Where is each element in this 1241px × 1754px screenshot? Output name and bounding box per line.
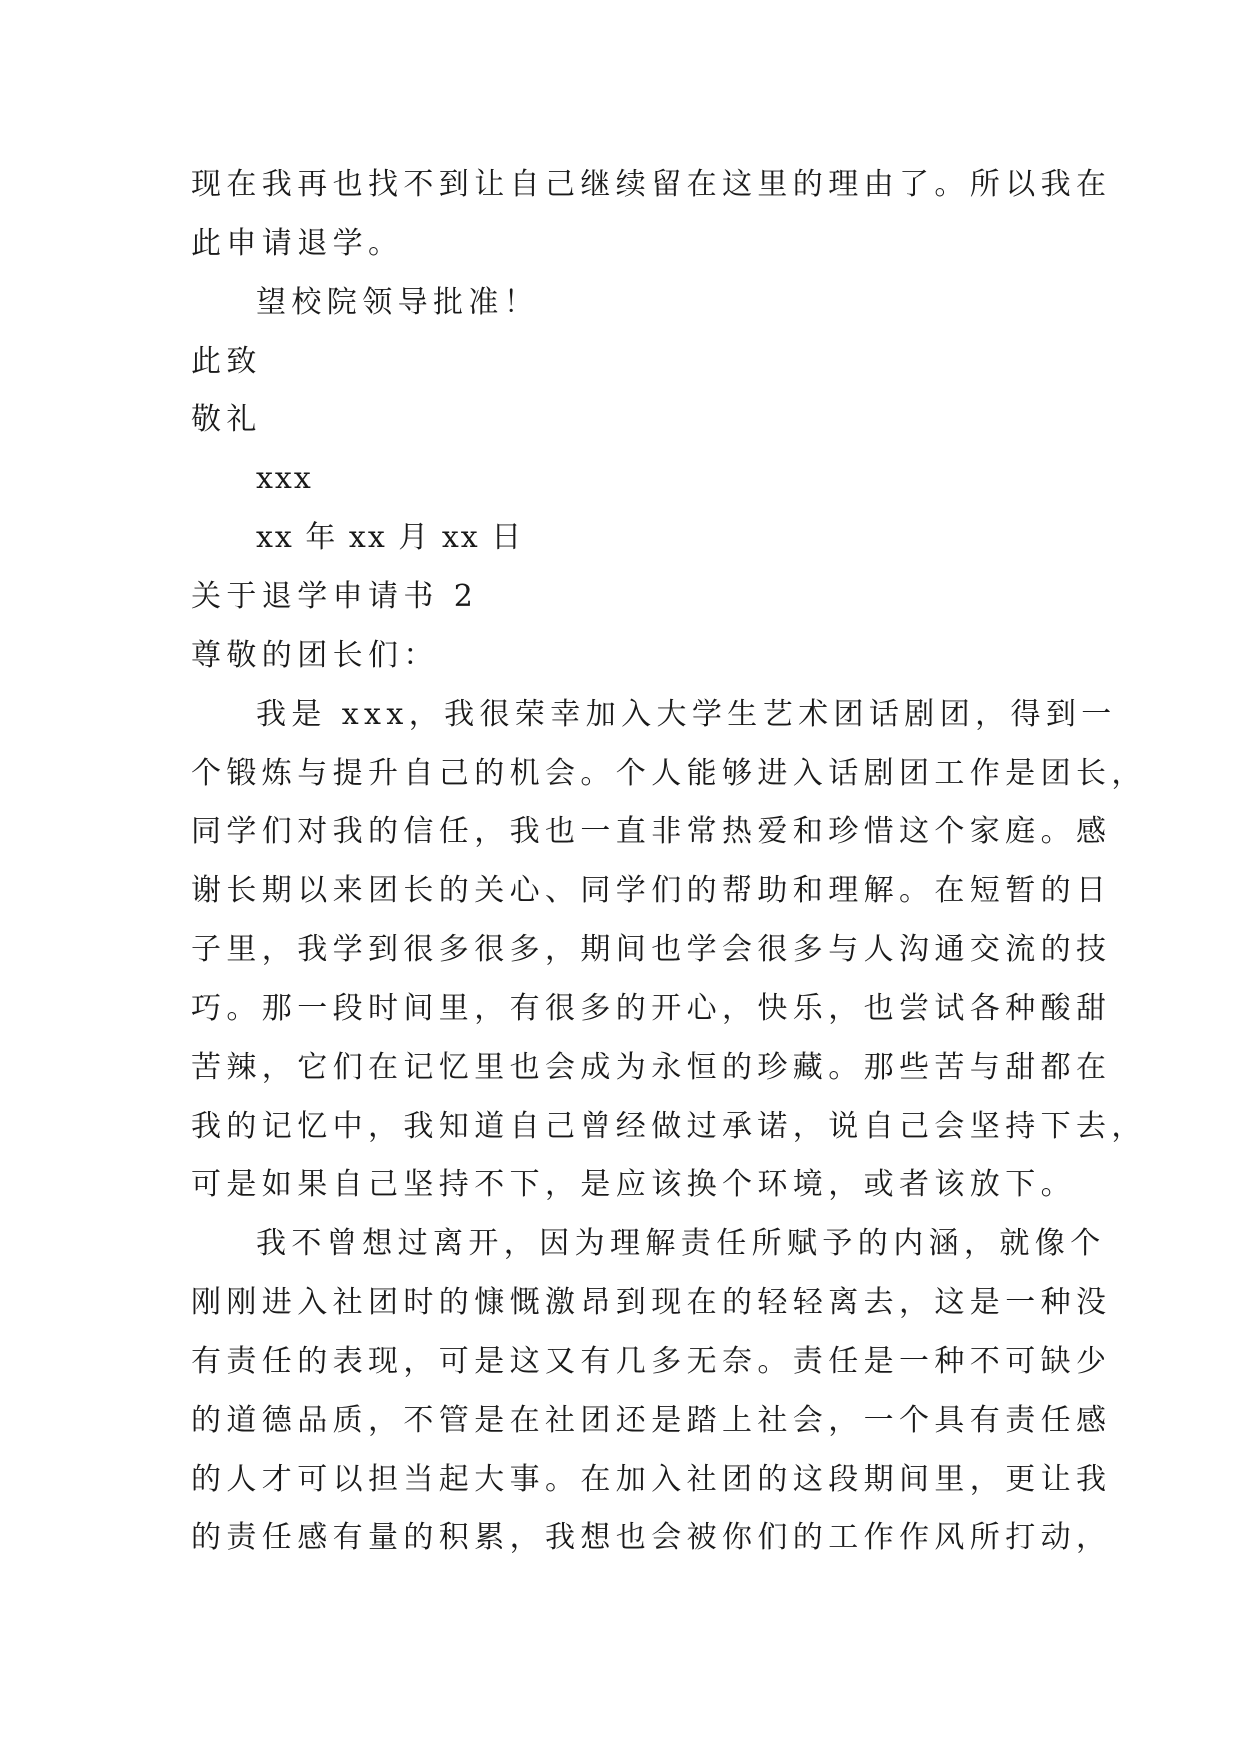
greeting: 尊敬的团长们： [191,638,439,673]
paragraph-line: 谢长期以来团长的关心、同学们的帮助和理解。在短暂的日 [191,873,1112,908]
signature-name: xxx [256,461,313,496]
paragraph-line: 可是如果自己坚持不下，是应该换个环境，或者该放下。 [191,1167,1076,1202]
approval-request: 望校院领导批准！ [256,285,540,320]
paragraph-line: 此申请退学。 [191,226,404,261]
paragraph-line: 子里，我学到很多很多，期间也学会很多与人沟通交流的技 [191,932,1112,967]
closing-salutation: 此致 [191,344,262,379]
paragraph-line: 的责任感有量的积累，我想也会被你们的工作作风所打动， [191,1520,1112,1555]
paragraph-line: 我的记忆中，我知道自己曾经做过承诺，说自己会坚持下去， [191,1109,1147,1144]
paragraph-line: 有责任的表现，可是这又有几多无奈。责任是一种不可缺少 [191,1344,1112,1379]
paragraph-line: 我不曾想过离开，因为理解责任所赋予的内涵，就像个 [256,1226,1106,1261]
paragraph-line: 的道德品质，不管是在社团还是踏上社会，一个具有责任感 [191,1403,1112,1438]
paragraph-line: 的人才可以担当起大事。在加入社团的这段期间里，更让我 [191,1462,1112,1497]
signature-date: xx 年 xx 月 xx 日 [256,520,524,555]
paragraph-line: 同学们对我的信任，我也一直非常热爱和珍惜这个家庭。感 [191,814,1112,849]
paragraph-line: 巧。那一段时间里，有很多的开心，快乐，也尝试各种酸甜 [191,991,1112,1026]
paragraph-line: 苦辣，它们在记忆里也会成为永恒的珍藏。那些苦与甜都在 [191,1050,1112,1085]
paragraph-line: 现在我再也找不到让自己继续留在这里的理由了。所以我在 [191,167,1112,202]
paragraph-line: 刚刚进入社团时的慷慨激昂到现在的轻轻离去，这是一种没 [191,1285,1112,1320]
paragraph-line: 个锻炼与提升自己的机会。个人能够进入话剧团工作是团长， [191,756,1147,791]
closing-respect: 敬礼 [191,402,262,437]
section-title: 关于退学申请书 2 [191,579,479,614]
paragraph-line: 我是 xxx，我很荣幸加入大学生艺术团话剧团，得到一 [256,697,1117,732]
